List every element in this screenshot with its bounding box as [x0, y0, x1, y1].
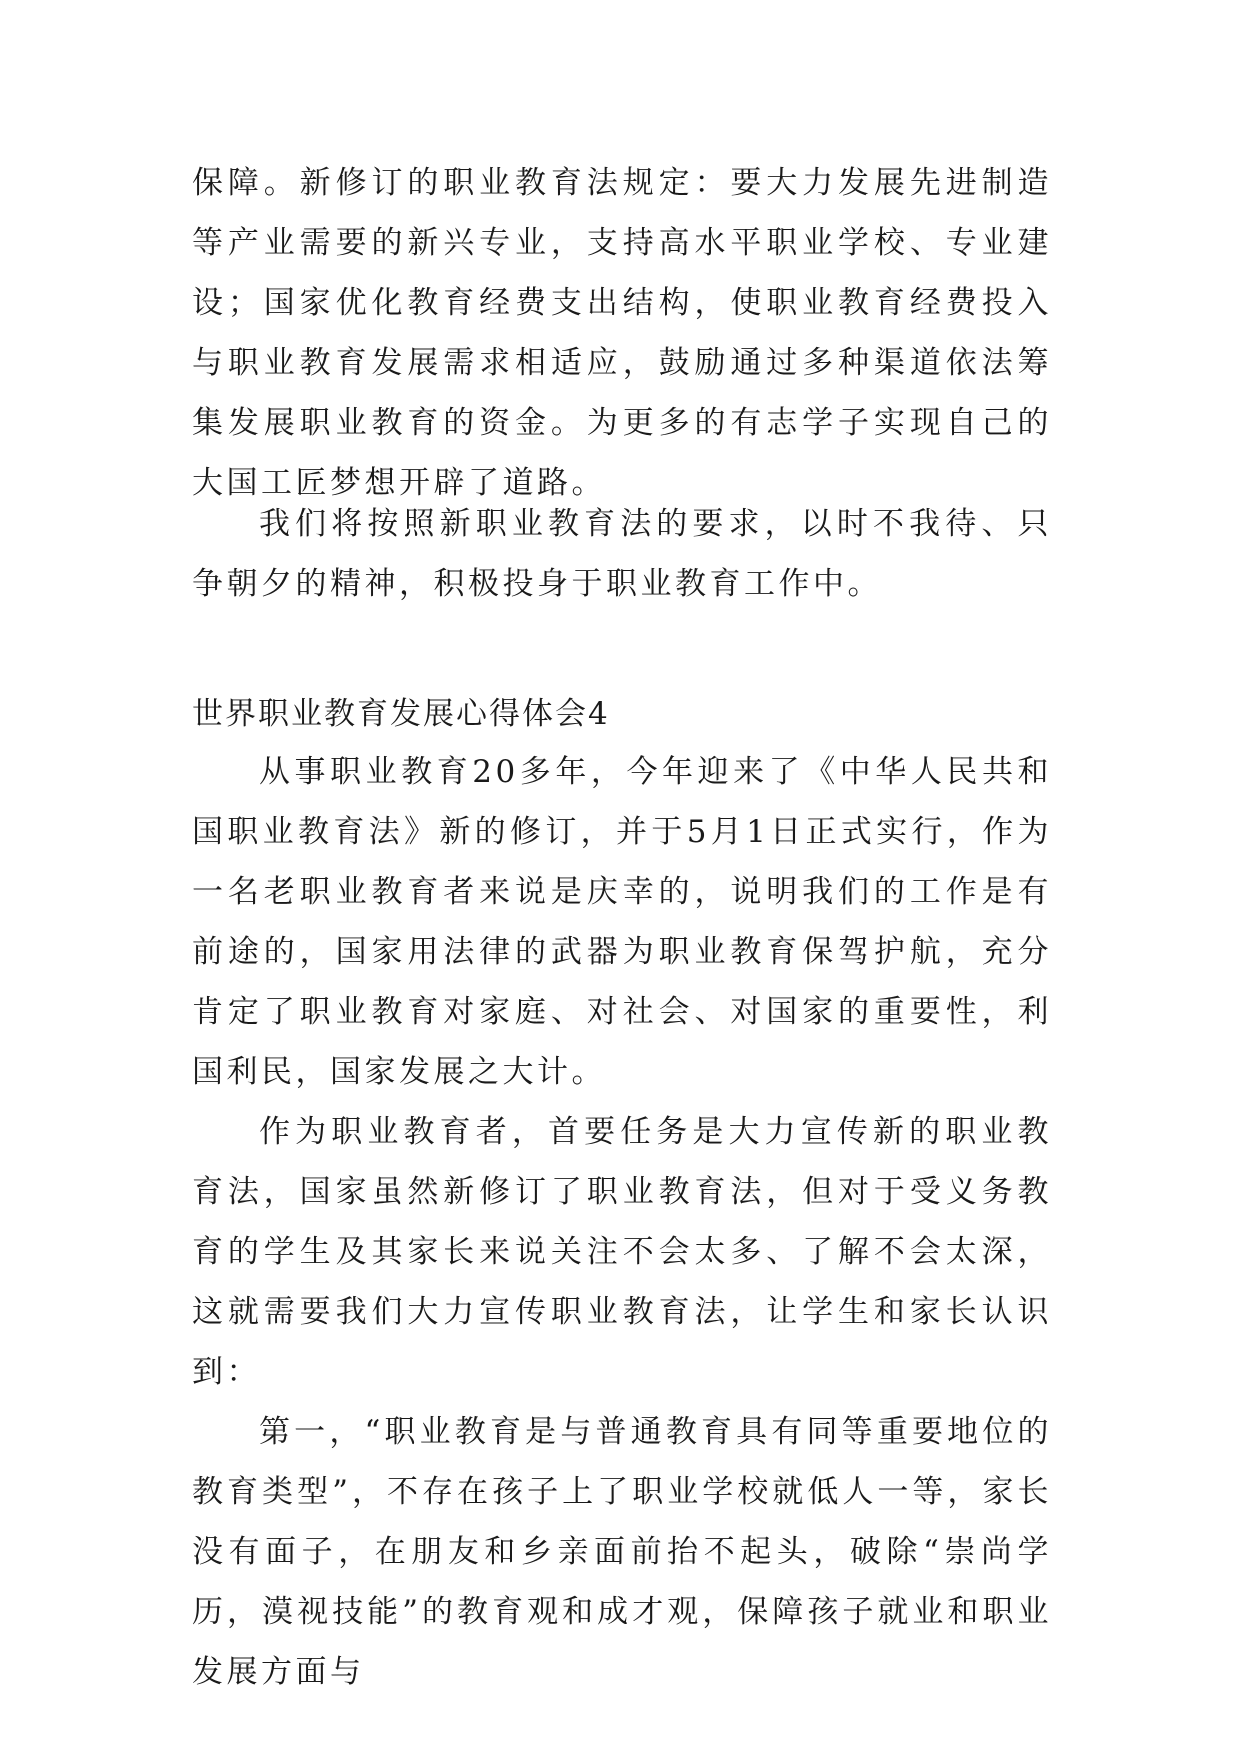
paragraph-continued: 保障。新修订的职业教育法规定：要大力发展先进制造等产业需要的新兴专业，支持高水平职业学校、专业建设；国家优化教育经费支出结构，使职业教育经费投入与职业教育发展需求相适应，鼓励通过多种渠道依法筹集发展职业教育的资金。为更多的有志学子实现自己的大国工匠梦想开辟了道路。: [192, 165, 1052, 501]
paragraph-closing: 我们将按照新职业教育法的要求，以时不我待、只争朝夕的精神，积极投身于职业教育工作中。: [192, 506, 1052, 602]
paragraph-1: 从事职业教育20多年，今年迎来了《中华人民共和国职业教育法》新的修订，并于5月1日正式实行，作为一名老职业教育者来说是庆幸的，说明我们的工作是有前途的，国家用法律的武器为职业教育保驾护航，充分肯定了职业教育对家庭、对社会、对国家的重要性，利国利民，国家发展之大计。: [192, 754, 1052, 1090]
document-body-top: [192, 153, 1052, 513]
document-body-section-4: [192, 742, 1052, 1702]
document-closing: [192, 494, 1052, 614]
section-heading: 世界职业教育发展心得体会4: [192, 696, 610, 732]
paragraph-3: 第一，“职业教育是与普通教育具有同等重要地位的教育类型”，不存在孩子上了职业学校就低人一等，家长没有面子，在朋友和乡亲面前抬不起头，破除“崇尚学历，漠视技能”的教育观和成才观，保障孩子就业和职业发展方面与: [192, 1414, 1052, 1690]
paragraph-2: 作为职业教育者，首要任务是大力宣传新的职业教育法，国家虽然新修订了职业教育法，但对于受义务教育的学生及其家长来说关注不会太多、了解不会太深，这就需要我们大力宣传职业教育法，让学生和家长认识到：: [192, 1114, 1052, 1390]
